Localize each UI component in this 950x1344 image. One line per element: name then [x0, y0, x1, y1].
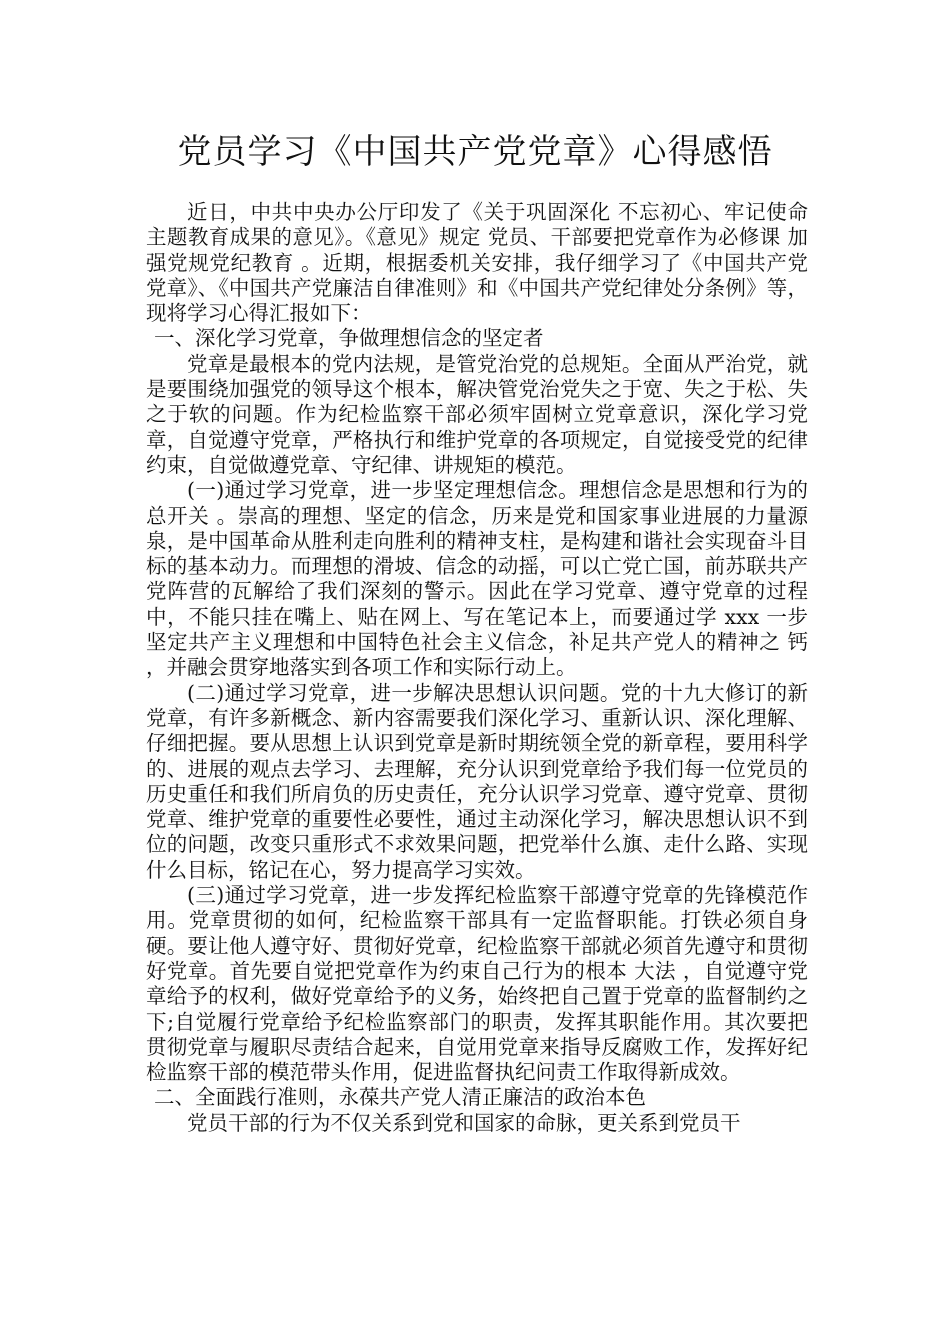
paragraph-subpoint-3: (三)通过学习党章，进一步发挥纪检监察干部遵守党章的先锋模范作用。党章贯彻的如何，纪检监察干部具有一定监督职能。打铁必须自身硬。要让他人遵守好、贯彻好党章，纪检监察干部就必须首先遵守和贯彻好党章。首先要自觉把党章作为约束自己行为的根本 大法 ，自觉遵守党章给予的权利，做好党章给予的义务，始终把自己置于党章的监督制约之下;自觉履行党章给予纪检监察部门的职责，发挥其职能作用。其次要把贯彻党章与履职尽责结合起来，自觉用党章来指导反腐败工作，发挥好纪检监察干部的模范带头作用，促进监督执纪问责工作取得新成效。 — [146, 883, 808, 1085]
paragraph-intro: 近日，中共中央办公厅印发了《关于巩固深化 不忘初心、牢记使命 主题教育成果的意见》。《意见》规定 党员、干部要把党章作为必修课 加强党规党纪教育 。近期，根据委机关安排，我仔细学习了《中国共产党党章》、《中国共产党廉洁自律准则》和《中国共产党纪律处分条例》等，现将学习心得汇报如下： — [146, 200, 808, 326]
paragraph-subpoint-2: (二)通过学习党章，进一步解决思想认识问题。党的十九大修订的新党章，有许多新概念、新内容需要我们深化学习、重新认识、深化理解、仔细把握。要从思想上认识到党章是新时期统领全党的新章程，要用科学的、进展的观点去学习、去理解，充分认识到党章给予我们每一位党员的历史重任和我们所肩负的历史责任，充分认识学习党章、遵守党章、贯彻党章、维护党章的重要性必要性，通过主动深化学习，解决思想认识不到位的问题，改变只重形式不求效果问题，把党举什么旗、走什么路、实现什么目标，铭记在心，努力提高学习实效。 — [146, 680, 808, 882]
section-heading-2: 二、全面践行准则，永葆共产党人清正廉洁的政治本色 — [154, 1085, 646, 1110]
document-body — [146, 200, 808, 1136]
paragraph-section-2-start: 党员干部的行为不仅关系到党和国家的命脉，更关系到党员干 — [187, 1110, 741, 1135]
document-title: 党员学习《中国共产党党章》心得感悟 — [177, 132, 773, 172]
section-heading-1: 一、深化学习党章，争做理想信念的坚定者 — [154, 326, 544, 351]
paragraph-party-constitution: 党章是最根本的党内法规，是管党治党的总规矩。全面从严治党，就是要围绕加强党的领导这个根本，解决管党治党失之于宽、失之于松、失之于软的问题。作为纪检监察干部必须牢固树立党章意识，深化学习党章，自觉遵守党章，严格执行和维护党章的各项规定，自觉接受党的纪律约束，自觉做遵党章、守纪律、讲规矩的模范。 — [146, 351, 808, 477]
paragraph-subpoint-1: (一)通过学习党章，进一步坚定理想信念。理想信念是思想和行为的 总开关 。崇高的理想、坚定的信念，历来是党和国家事业进展的力量源泉，是中国革命从胜利走向胜利的精神支柱，是构建和谐社会实现奋斗目标的基本动力。而理想的滑坡、信念的动摇，可以亡党亡国，前苏联共产党阵营的瓦解给了我们深刻的警示。因此在学习党章、遵守党章的过程中，不能只挂在嘴上、贴在网上、写在笔记本上，而要通过学 xxx 一步坚定共产主义理想和中国特色社会主义信念，补足共产党人的精神之 钙 ，并融会贯穿地落实到各项工作和实际行动上。 — [146, 478, 808, 680]
